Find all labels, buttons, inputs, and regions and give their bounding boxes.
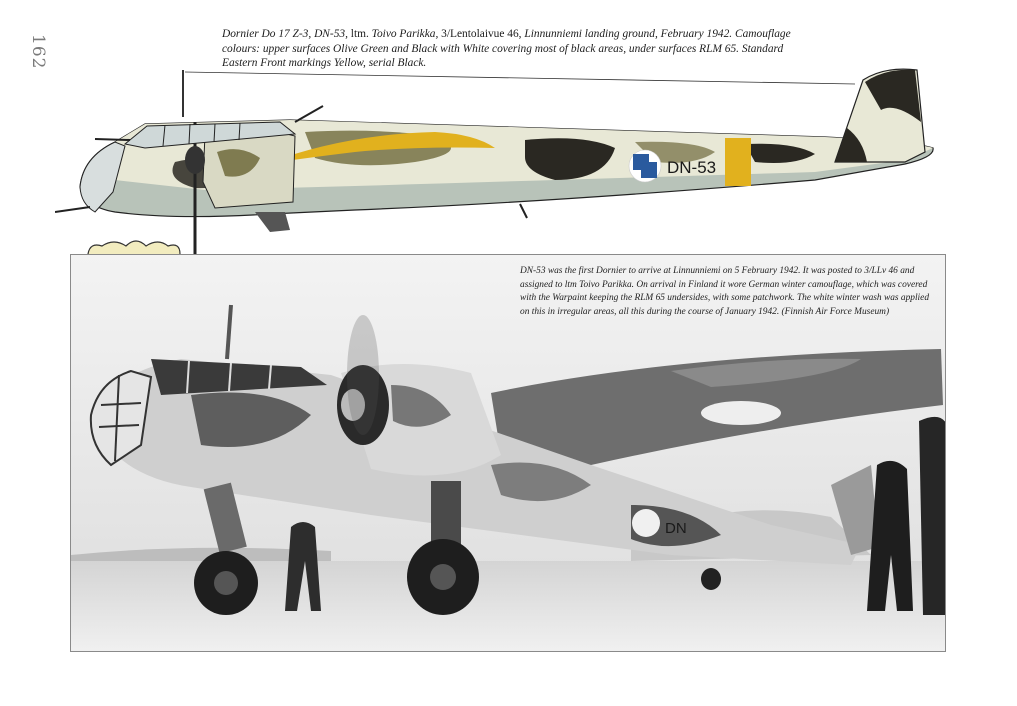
caption-unit: 3/Lentolaivue 46, (441, 28, 525, 40)
caption-rank: ltm. (350, 28, 372, 40)
photo-fuselage-letters: DN (665, 520, 687, 537)
caption-aircraft: Dornier Do 17 Z-3, DN-53, (222, 28, 351, 40)
caption-pilot: Toivo Parikka, (371, 28, 442, 40)
profile-serial: DN-53 (667, 158, 717, 177)
photo-caption: DN-53 was the first Dornier to arrive at Linnunniemi on 5 February 1942. It was posted to 3/LLv 46 and assigned to ltm Toivo Parikka. On arrival in Finland it wore German winter camouflage, which was covered with the Warpaint keeping the RLM 65 undersides, with some patchwork. The white winter wash was applied on this in irregular areas, all this during the course of January 1942. (Finnish Air Force Museum) (520, 266, 930, 317)
caption-details: Linnunniemi landing ground, February 1942. Camouflage colours: upper surfaces Olive Green and Black with White covering most of black areas, under surfaces RLM 65. Standard Eastern Front markings Yellow, serial Black. (222, 28, 791, 70)
page-number: 162 (28, 34, 48, 70)
aircraft-photograph (70, 254, 946, 652)
aircraft-profile-illustration (55, 62, 945, 272)
